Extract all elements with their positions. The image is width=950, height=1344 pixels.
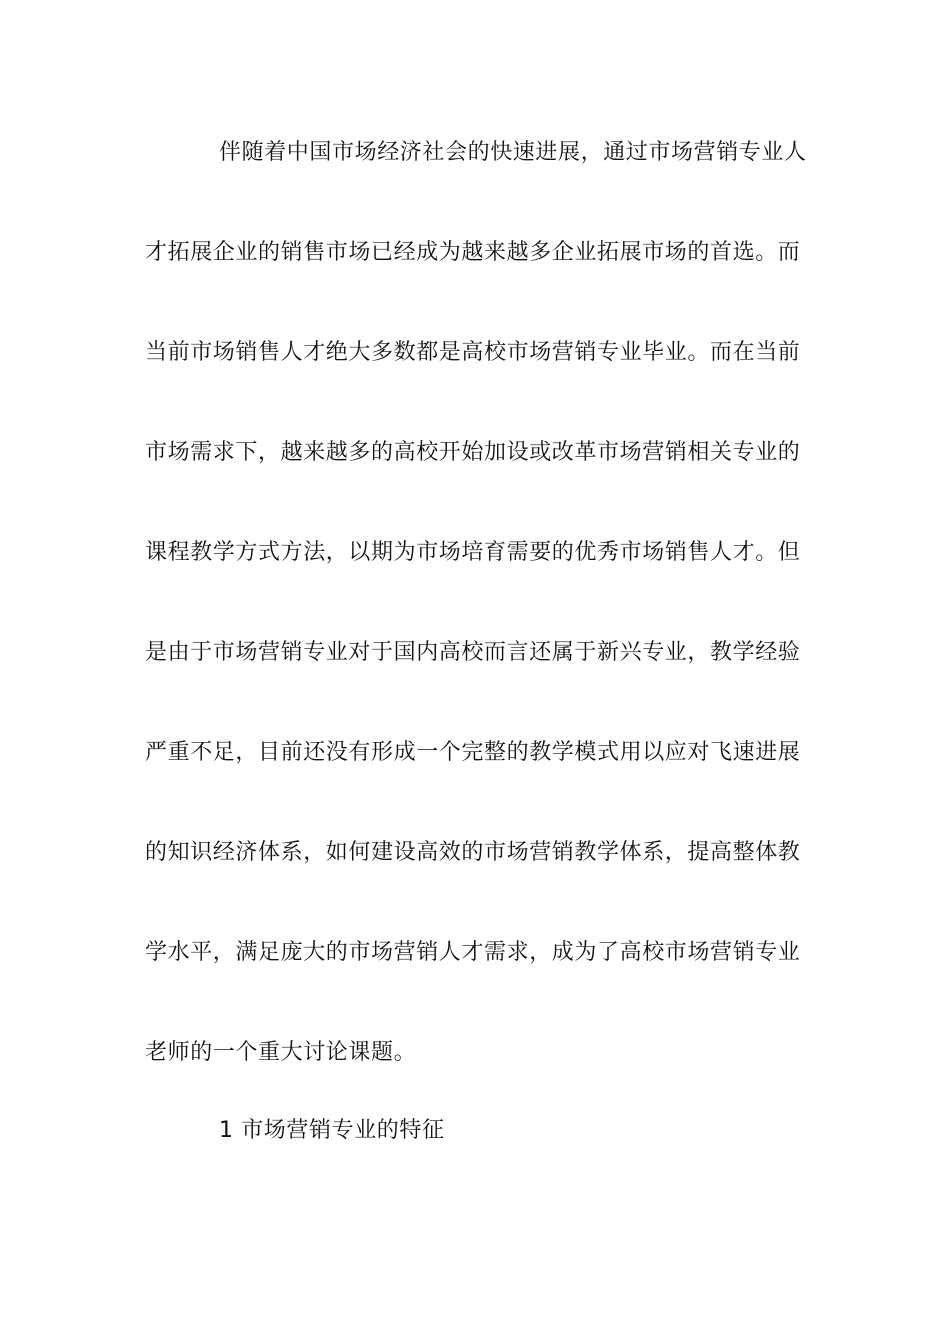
paragraph-line: 学水平，满足庞大的市场营销人才需求，成为了高校市场营销专业 [145, 940, 801, 965]
paragraph-line: 的知识经济体系，如何建设高效的市场营销教学体系，提高整体教 [145, 840, 801, 865]
paragraph-line: 市场需求下，越来越多的高校开始加设或改革市场营销相关专业的 [145, 440, 801, 465]
paragraph-line: 伴随着中国市场经济社会的快速进展，通过市场营销专业人 [219, 140, 807, 165]
paragraph-line: 课程教学方式方法，以期为市场培育需要的优秀市场销售人才。但 [145, 540, 801, 565]
paragraph-line: 老师的一个重大讨论课题。 [145, 1040, 417, 1065]
paragraph-line: 当前市场销售人才绝大多数都是高校市场营销专业毕业。而在当前 [145, 340, 801, 365]
paragraph-line: 才拓展企业的销售市场已经成为越来越多企业拓展市场的首选。而 [145, 240, 801, 265]
paragraph-line: 严重不足，目前还没有形成一个完整的教学模式用以应对飞速进展 [145, 740, 801, 765]
paragraph-line: 是由于市场营销专业对于国内高校而言还属于新兴专业，教学经验 [145, 640, 801, 665]
section-heading: 1 市场营销专业的特征 [219, 1118, 445, 1143]
